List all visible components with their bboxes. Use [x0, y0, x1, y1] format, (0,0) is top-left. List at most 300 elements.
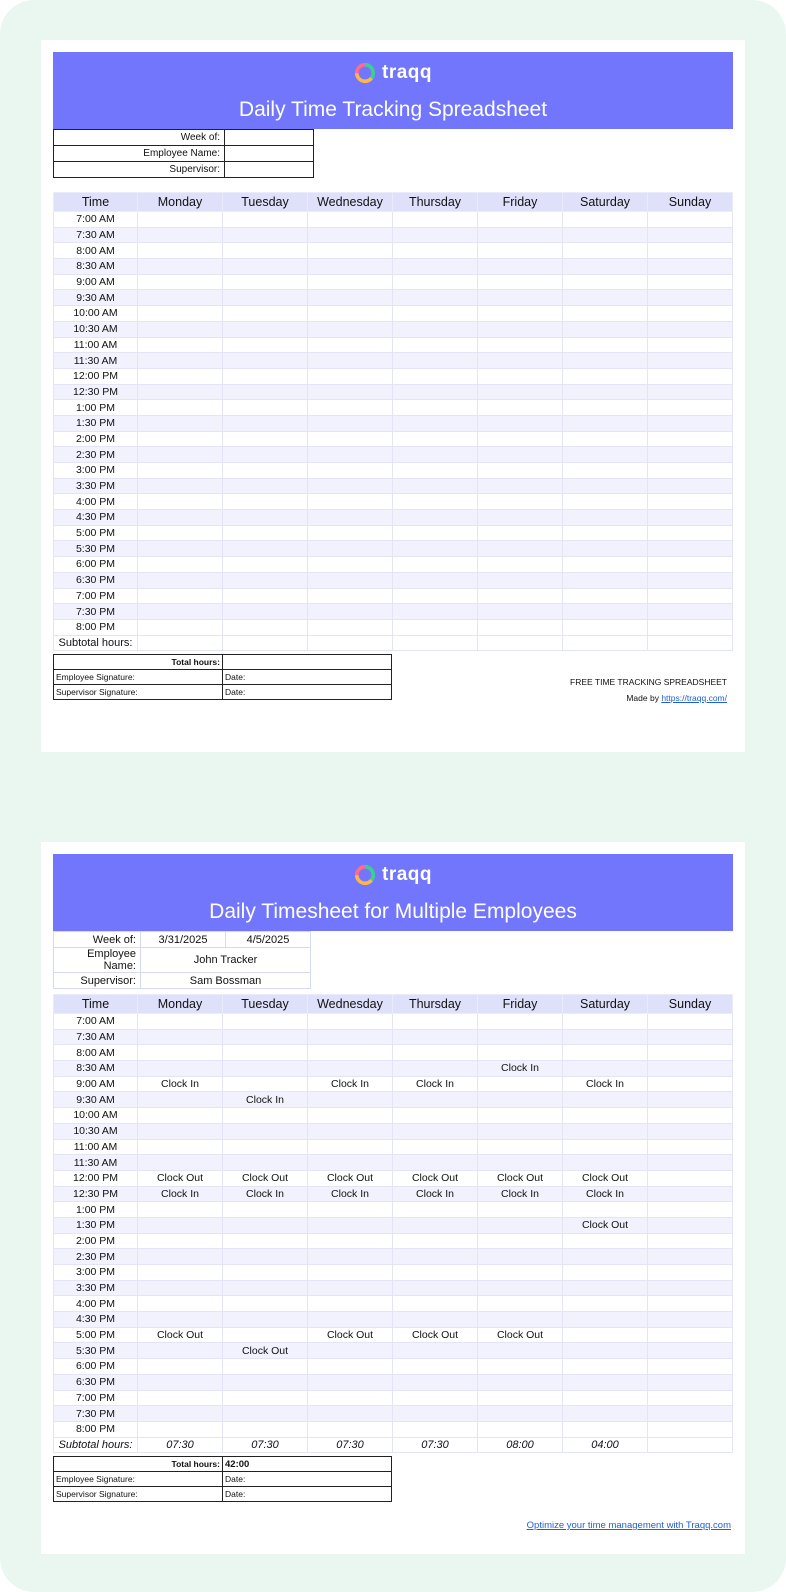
- time-entry-cell[interactable]: [648, 1233, 733, 1249]
- time-entry-cell[interactable]: [563, 1296, 648, 1312]
- time-entry-cell[interactable]: [138, 259, 223, 275]
- time-entry-cell[interactable]: [308, 1217, 393, 1233]
- time-entry-cell[interactable]: [478, 1202, 563, 1218]
- time-entry-cell[interactable]: [308, 400, 393, 416]
- subtotal-cell[interactable]: 08:00: [478, 1437, 563, 1453]
- time-entry-cell[interactable]: [563, 306, 648, 322]
- time-entry-cell[interactable]: [478, 1139, 563, 1155]
- time-entry-cell[interactable]: [223, 1280, 308, 1296]
- time-entry-cell[interactable]: [393, 1061, 478, 1077]
- time-entry-cell[interactable]: [563, 1359, 648, 1375]
- time-entry-cell[interactable]: [223, 1076, 308, 1092]
- time-entry-cell[interactable]: [308, 1029, 393, 1045]
- time-entry-cell[interactable]: [563, 431, 648, 447]
- time-entry-cell[interactable]: [563, 259, 648, 275]
- time-entry-cell[interactable]: [648, 321, 733, 337]
- time-entry-cell[interactable]: [563, 1108, 648, 1124]
- time-entry-cell[interactable]: [308, 525, 393, 541]
- time-entry-cell[interactable]: [308, 541, 393, 557]
- time-entry-cell[interactable]: [393, 494, 478, 510]
- supervisor-field[interactable]: Sam Bossman: [141, 973, 311, 989]
- time-entry-cell[interactable]: [393, 290, 478, 306]
- time-entry-cell[interactable]: [478, 1217, 563, 1233]
- time-entry-cell[interactable]: [223, 212, 308, 228]
- time-entry-cell[interactable]: [308, 1343, 393, 1359]
- time-entry-cell[interactable]: [393, 368, 478, 384]
- time-entry-cell[interactable]: [223, 447, 308, 463]
- subtotal-cell[interactable]: [138, 635, 223, 651]
- time-entry-cell[interactable]: [308, 1296, 393, 1312]
- time-entry-cell[interactable]: [138, 541, 223, 557]
- time-entry-cell[interactable]: [478, 1123, 563, 1139]
- time-entry-cell[interactable]: [648, 541, 733, 557]
- time-entry-cell[interactable]: [308, 1374, 393, 1390]
- time-entry-cell[interactable]: [563, 1123, 648, 1139]
- time-entry-cell[interactable]: [308, 1155, 393, 1171]
- time-entry-cell[interactable]: [648, 1249, 733, 1265]
- time-entry-cell[interactable]: [563, 525, 648, 541]
- time-entry-cell[interactable]: [138, 1139, 223, 1155]
- time-entry-cell[interactable]: [478, 1045, 563, 1061]
- time-entry-cell[interactable]: [478, 1265, 563, 1281]
- time-entry-cell[interactable]: [138, 1374, 223, 1390]
- optimize-link[interactable]: Optimize your time management with Traqq.com: [526, 1520, 731, 1531]
- time-entry-cell[interactable]: [648, 525, 733, 541]
- time-entry-cell[interactable]: [563, 1374, 648, 1390]
- time-entry-cell[interactable]: [393, 274, 478, 290]
- time-entry-cell[interactable]: [563, 1265, 648, 1281]
- time-entry-cell[interactable]: [393, 400, 478, 416]
- time-entry-cell[interactable]: [308, 478, 393, 494]
- time-entry-cell[interactable]: [563, 619, 648, 635]
- time-entry-cell[interactable]: [563, 1045, 648, 1061]
- time-entry-cell[interactable]: [563, 1092, 648, 1108]
- time-entry-cell[interactable]: [563, 243, 648, 259]
- time-entry-cell[interactable]: [393, 306, 478, 322]
- time-entry-cell[interactable]: [138, 400, 223, 416]
- time-entry-cell[interactable]: [648, 415, 733, 431]
- time-entry-cell[interactable]: [478, 1343, 563, 1359]
- time-entry-cell[interactable]: [563, 604, 648, 620]
- time-entry-cell[interactable]: [648, 572, 733, 588]
- time-entry-cell[interactable]: [563, 588, 648, 604]
- time-entry-cell[interactable]: [138, 337, 223, 353]
- time-entry-cell[interactable]: [563, 384, 648, 400]
- time-entry-cell[interactable]: [648, 1076, 733, 1092]
- time-entry-cell[interactable]: [308, 510, 393, 526]
- time-entry-cell[interactable]: [393, 259, 478, 275]
- time-entry-cell[interactable]: [648, 227, 733, 243]
- time-entry-cell[interactable]: [223, 227, 308, 243]
- time-entry-cell[interactable]: [478, 1390, 563, 1406]
- time-entry-cell[interactable]: [563, 1014, 648, 1030]
- time-entry-cell[interactable]: Clock In: [308, 1076, 393, 1092]
- time-entry-cell[interactable]: [138, 463, 223, 479]
- time-entry-cell[interactable]: [393, 1202, 478, 1218]
- time-entry-cell[interactable]: [648, 588, 733, 604]
- time-entry-cell[interactable]: [478, 1280, 563, 1296]
- time-entry-cell[interactable]: [138, 572, 223, 588]
- time-entry-cell[interactable]: [138, 1249, 223, 1265]
- time-entry-cell[interactable]: [308, 1390, 393, 1406]
- time-entry-cell[interactable]: [223, 431, 308, 447]
- time-entry-cell[interactable]: [563, 1390, 648, 1406]
- time-entry-cell[interactable]: [308, 463, 393, 479]
- time-entry-cell[interactable]: [648, 1327, 733, 1343]
- time-entry-cell[interactable]: [478, 1359, 563, 1375]
- time-entry-cell[interactable]: [478, 557, 563, 573]
- subtotal-cell[interactable]: [223, 635, 308, 651]
- supervisor-field[interactable]: [225, 162, 314, 178]
- time-entry-cell[interactable]: [223, 1359, 308, 1375]
- time-entry-cell[interactable]: [393, 1045, 478, 1061]
- time-entry-cell[interactable]: [563, 478, 648, 494]
- time-entry-cell[interactable]: [393, 1155, 478, 1171]
- time-entry-cell[interactable]: [563, 212, 648, 228]
- time-entry-cell[interactable]: [648, 1029, 733, 1045]
- time-entry-cell[interactable]: Clock In: [563, 1186, 648, 1202]
- time-entry-cell[interactable]: [393, 384, 478, 400]
- time-entry-cell[interactable]: [308, 290, 393, 306]
- time-entry-cell[interactable]: [563, 1233, 648, 1249]
- time-entry-cell[interactable]: [648, 212, 733, 228]
- time-entry-cell[interactable]: [478, 368, 563, 384]
- time-entry-cell[interactable]: [648, 1186, 733, 1202]
- time-entry-cell[interactable]: [393, 1406, 478, 1422]
- week-end-field[interactable]: 4/5/2025: [226, 932, 311, 948]
- time-entry-cell[interactable]: [308, 1014, 393, 1030]
- time-entry-cell[interactable]: [223, 1139, 308, 1155]
- time-entry-cell[interactable]: Clock Out: [478, 1170, 563, 1186]
- time-entry-cell[interactable]: [308, 1421, 393, 1437]
- time-entry-cell[interactable]: [478, 1092, 563, 1108]
- time-entry-cell[interactable]: [138, 1233, 223, 1249]
- time-entry-cell[interactable]: [648, 557, 733, 573]
- time-entry-cell[interactable]: [393, 541, 478, 557]
- time-entry-cell[interactable]: [563, 1061, 648, 1077]
- time-entry-cell[interactable]: [393, 1265, 478, 1281]
- time-entry-cell[interactable]: [223, 274, 308, 290]
- time-entry-cell[interactable]: [223, 1123, 308, 1139]
- time-entry-cell[interactable]: [478, 510, 563, 526]
- time-entry-cell[interactable]: [648, 1343, 733, 1359]
- time-entry-cell[interactable]: Clock Out: [138, 1170, 223, 1186]
- time-entry-cell[interactable]: Clock Out: [223, 1170, 308, 1186]
- employee-name-field[interactable]: [225, 146, 314, 162]
- subtotal-cell[interactable]: 07:30: [308, 1437, 393, 1453]
- time-entry-cell[interactable]: [563, 557, 648, 573]
- time-entry-cell[interactable]: [223, 306, 308, 322]
- time-entry-cell[interactable]: [478, 321, 563, 337]
- time-entry-cell[interactable]: [563, 290, 648, 306]
- subtotal-cell[interactable]: [648, 635, 733, 651]
- time-entry-cell[interactable]: [393, 1139, 478, 1155]
- time-entry-cell[interactable]: [308, 447, 393, 463]
- employee-signature-date[interactable]: Date:: [223, 670, 392, 685]
- time-entry-cell[interactable]: [308, 337, 393, 353]
- time-entry-cell[interactable]: [478, 400, 563, 416]
- time-entry-cell[interactable]: [478, 525, 563, 541]
- time-entry-cell[interactable]: [223, 619, 308, 635]
- time-entry-cell[interactable]: [393, 572, 478, 588]
- time-entry-cell[interactable]: Clock Out: [308, 1170, 393, 1186]
- time-entry-cell[interactable]: [393, 619, 478, 635]
- time-entry-cell[interactable]: [478, 415, 563, 431]
- time-entry-cell[interactable]: [478, 1155, 563, 1171]
- time-entry-cell[interactable]: [223, 1217, 308, 1233]
- time-entry-cell[interactable]: [138, 557, 223, 573]
- time-entry-cell[interactable]: [223, 321, 308, 337]
- time-entry-cell[interactable]: [563, 368, 648, 384]
- time-entry-cell[interactable]: [478, 588, 563, 604]
- time-entry-cell[interactable]: [138, 510, 223, 526]
- time-entry-cell[interactable]: [393, 1296, 478, 1312]
- time-entry-cell[interactable]: [478, 227, 563, 243]
- time-entry-cell[interactable]: [648, 1296, 733, 1312]
- time-entry-cell[interactable]: [308, 259, 393, 275]
- time-entry-cell[interactable]: [648, 1374, 733, 1390]
- time-entry-cell[interactable]: [308, 274, 393, 290]
- time-entry-cell[interactable]: Clock In: [223, 1092, 308, 1108]
- time-entry-cell[interactable]: [648, 306, 733, 322]
- time-entry-cell[interactable]: [648, 1265, 733, 1281]
- time-entry-cell[interactable]: [223, 1061, 308, 1077]
- time-entry-cell[interactable]: [563, 447, 648, 463]
- time-entry-cell[interactable]: [563, 494, 648, 510]
- time-entry-cell[interactable]: [393, 337, 478, 353]
- time-entry-cell[interactable]: [138, 525, 223, 541]
- time-entry-cell[interactable]: [223, 1265, 308, 1281]
- time-entry-cell[interactable]: [478, 290, 563, 306]
- time-entry-cell[interactable]: [563, 400, 648, 416]
- time-entry-cell[interactable]: [223, 463, 308, 479]
- time-entry-cell[interactable]: [308, 1249, 393, 1265]
- time-entry-cell[interactable]: [648, 1406, 733, 1422]
- time-entry-cell[interactable]: [138, 1390, 223, 1406]
- time-entry-cell[interactable]: [478, 478, 563, 494]
- time-entry-cell[interactable]: [223, 572, 308, 588]
- time-entry-cell[interactable]: [393, 353, 478, 369]
- time-entry-cell[interactable]: [223, 1108, 308, 1124]
- time-entry-cell[interactable]: [138, 1406, 223, 1422]
- time-entry-cell[interactable]: [138, 1123, 223, 1139]
- time-entry-cell[interactable]: [308, 243, 393, 259]
- time-entry-cell[interactable]: [563, 1343, 648, 1359]
- time-entry-cell[interactable]: [223, 368, 308, 384]
- time-entry-cell[interactable]: [223, 1312, 308, 1328]
- time-entry-cell[interactable]: [478, 604, 563, 620]
- time-entry-cell[interactable]: [563, 1139, 648, 1155]
- time-entry-cell[interactable]: [478, 1312, 563, 1328]
- time-entry-cell[interactable]: [308, 572, 393, 588]
- time-entry-cell[interactable]: [138, 1029, 223, 1045]
- time-entry-cell[interactable]: [138, 274, 223, 290]
- time-entry-cell[interactable]: [138, 1265, 223, 1281]
- time-entry-cell[interactable]: Clock In: [478, 1061, 563, 1077]
- time-entry-cell[interactable]: [223, 1155, 308, 1171]
- time-entry-cell[interactable]: Clock In: [138, 1076, 223, 1092]
- time-entry-cell[interactable]: [138, 290, 223, 306]
- time-entry-cell[interactable]: [223, 510, 308, 526]
- time-entry-cell[interactable]: [138, 415, 223, 431]
- time-entry-cell[interactable]: [138, 588, 223, 604]
- time-entry-cell[interactable]: [393, 1390, 478, 1406]
- time-entry-cell[interactable]: Clock Out: [393, 1327, 478, 1343]
- time-entry-cell[interactable]: [223, 337, 308, 353]
- time-entry-cell[interactable]: [223, 384, 308, 400]
- time-entry-cell[interactable]: [223, 1390, 308, 1406]
- time-entry-cell[interactable]: [138, 1045, 223, 1061]
- week-start-field[interactable]: 3/31/2025: [141, 932, 226, 948]
- time-entry-cell[interactable]: [563, 337, 648, 353]
- time-entry-cell[interactable]: [223, 1029, 308, 1045]
- time-entry-cell[interactable]: [478, 447, 563, 463]
- time-entry-cell[interactable]: [563, 1421, 648, 1437]
- time-entry-cell[interactable]: [138, 604, 223, 620]
- time-entry-cell[interactable]: [393, 1421, 478, 1437]
- supervisor-signature-date[interactable]: Date:: [223, 685, 392, 700]
- time-entry-cell[interactable]: [648, 1061, 733, 1077]
- time-entry-cell[interactable]: [393, 525, 478, 541]
- time-entry-cell[interactable]: [478, 1296, 563, 1312]
- time-entry-cell[interactable]: [393, 1123, 478, 1139]
- time-entry-cell[interactable]: [223, 243, 308, 259]
- subtotal-cell[interactable]: 07:30: [138, 1437, 223, 1453]
- time-entry-cell[interactable]: [563, 1202, 648, 1218]
- time-entry-cell[interactable]: [138, 494, 223, 510]
- time-entry-cell[interactable]: [138, 478, 223, 494]
- time-entry-cell[interactable]: [648, 1312, 733, 1328]
- time-entry-cell[interactable]: [648, 510, 733, 526]
- employee-name-field[interactable]: John Tracker: [141, 948, 311, 973]
- time-entry-cell[interactable]: Clock Out: [563, 1217, 648, 1233]
- time-entry-cell[interactable]: [138, 306, 223, 322]
- subtotal-cell[interactable]: [393, 635, 478, 651]
- time-entry-cell[interactable]: Clock Out: [308, 1327, 393, 1343]
- time-entry-cell[interactable]: [308, 431, 393, 447]
- time-entry-cell[interactable]: [393, 1092, 478, 1108]
- time-entry-cell[interactable]: [648, 1139, 733, 1155]
- time-entry-cell[interactable]: [223, 1249, 308, 1265]
- total-hours-field[interactable]: 42:00: [223, 1457, 392, 1472]
- time-entry-cell[interactable]: [648, 1170, 733, 1186]
- time-entry-cell[interactable]: [648, 1280, 733, 1296]
- time-entry-cell[interactable]: [223, 557, 308, 573]
- time-entry-cell[interactable]: [138, 1421, 223, 1437]
- time-entry-cell[interactable]: [138, 1217, 223, 1233]
- time-entry-cell[interactable]: [393, 1014, 478, 1030]
- time-entry-cell[interactable]: [648, 1123, 733, 1139]
- time-entry-cell[interactable]: [648, 1217, 733, 1233]
- time-entry-cell[interactable]: [563, 510, 648, 526]
- subtotal-cell[interactable]: 04:00: [563, 1437, 648, 1453]
- subtotal-cell[interactable]: 07:30: [393, 1437, 478, 1453]
- time-entry-cell[interactable]: [648, 243, 733, 259]
- time-entry-cell[interactable]: [138, 431, 223, 447]
- time-entry-cell[interactable]: [648, 1108, 733, 1124]
- time-entry-cell[interactable]: [308, 384, 393, 400]
- time-entry-cell[interactable]: [648, 337, 733, 353]
- time-entry-cell[interactable]: [478, 619, 563, 635]
- time-entry-cell[interactable]: [393, 557, 478, 573]
- time-entry-cell[interactable]: [138, 243, 223, 259]
- time-entry-cell[interactable]: [308, 415, 393, 431]
- time-entry-cell[interactable]: [393, 415, 478, 431]
- time-entry-cell[interactable]: [648, 431, 733, 447]
- time-entry-cell[interactable]: [138, 1108, 223, 1124]
- time-entry-cell[interactable]: [478, 463, 563, 479]
- subtotal-cell[interactable]: [563, 635, 648, 651]
- time-entry-cell[interactable]: [478, 494, 563, 510]
- time-entry-cell[interactable]: [308, 353, 393, 369]
- time-entry-cell[interactable]: [478, 259, 563, 275]
- time-entry-cell[interactable]: [393, 1343, 478, 1359]
- time-entry-cell[interactable]: [308, 321, 393, 337]
- time-entry-cell[interactable]: [393, 1108, 478, 1124]
- time-entry-cell[interactable]: [648, 274, 733, 290]
- time-entry-cell[interactable]: [563, 1406, 648, 1422]
- time-entry-cell[interactable]: [478, 274, 563, 290]
- time-entry-cell[interactable]: [563, 572, 648, 588]
- time-entry-cell[interactable]: [563, 227, 648, 243]
- time-entry-cell[interactable]: [478, 1421, 563, 1437]
- time-entry-cell[interactable]: [478, 572, 563, 588]
- time-entry-cell[interactable]: [308, 604, 393, 620]
- time-entry-cell[interactable]: [308, 1202, 393, 1218]
- time-entry-cell[interactable]: [563, 1327, 648, 1343]
- time-entry-cell[interactable]: [138, 1280, 223, 1296]
- time-entry-cell[interactable]: [563, 463, 648, 479]
- time-entry-cell[interactable]: [648, 619, 733, 635]
- time-entry-cell[interactable]: [393, 1280, 478, 1296]
- time-entry-cell[interactable]: [308, 1265, 393, 1281]
- time-entry-cell[interactable]: Clock Out: [563, 1170, 648, 1186]
- time-entry-cell[interactable]: [138, 1296, 223, 1312]
- time-entry-cell[interactable]: Clock In: [478, 1186, 563, 1202]
- time-entry-cell[interactable]: [308, 1123, 393, 1139]
- time-entry-cell[interactable]: [138, 321, 223, 337]
- time-entry-cell[interactable]: [393, 227, 478, 243]
- subtotal-cell[interactable]: 07:30: [223, 1437, 308, 1453]
- time-entry-cell[interactable]: [393, 1359, 478, 1375]
- time-entry-cell[interactable]: [648, 1421, 733, 1437]
- time-entry-cell[interactable]: [563, 541, 648, 557]
- time-entry-cell[interactable]: Clock In: [138, 1186, 223, 1202]
- time-entry-cell[interactable]: [138, 227, 223, 243]
- time-entry-cell[interactable]: [563, 1249, 648, 1265]
- time-entry-cell[interactable]: [648, 604, 733, 620]
- total-hours-field[interactable]: [223, 655, 392, 670]
- time-entry-cell[interactable]: [308, 588, 393, 604]
- time-entry-cell[interactable]: [223, 415, 308, 431]
- subtotal-cell[interactable]: [648, 1437, 733, 1453]
- time-entry-cell[interactable]: [478, 1076, 563, 1092]
- time-entry-cell[interactable]: [138, 1312, 223, 1328]
- time-entry-cell[interactable]: [563, 1155, 648, 1171]
- time-entry-cell[interactable]: [478, 1108, 563, 1124]
- time-entry-cell[interactable]: [138, 212, 223, 228]
- time-entry-cell[interactable]: [223, 400, 308, 416]
- time-entry-cell[interactable]: [308, 368, 393, 384]
- time-entry-cell[interactable]: [308, 1092, 393, 1108]
- time-entry-cell[interactable]: [223, 588, 308, 604]
- time-entry-cell[interactable]: [478, 1249, 563, 1265]
- time-entry-cell[interactable]: [563, 321, 648, 337]
- time-entry-cell[interactable]: [138, 1359, 223, 1375]
- time-entry-cell[interactable]: [648, 1155, 733, 1171]
- time-entry-cell[interactable]: [223, 1014, 308, 1030]
- time-entry-cell[interactable]: [478, 384, 563, 400]
